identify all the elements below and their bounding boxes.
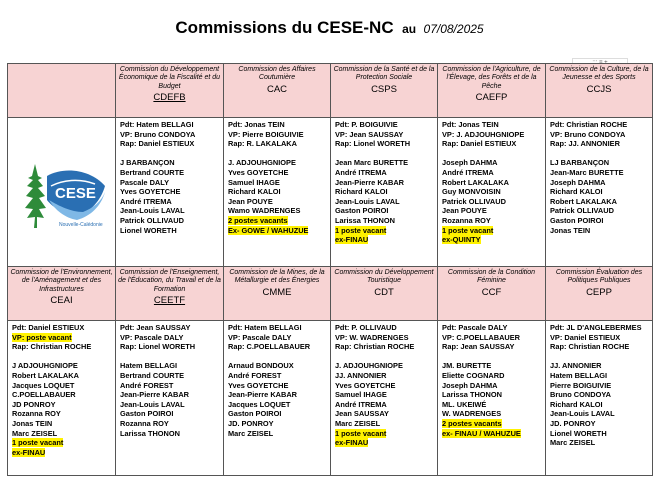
commission-abbreviation: CDEFB bbox=[153, 92, 186, 104]
member-line: Larissa THONON bbox=[442, 390, 502, 400]
officer-line: Rap: Christian ROCHE bbox=[12, 342, 92, 352]
title-date: 07/08/2025 bbox=[423, 22, 484, 36]
member-line: Robert LAKALAKA bbox=[12, 370, 79, 380]
commission-name: Commission des Affaires Coutumière bbox=[238, 66, 316, 82]
member-line: Gaston POIROI bbox=[335, 206, 389, 216]
officer-line: Pdt: P. OLLIVAUD bbox=[335, 323, 397, 332]
commission-header-cac bbox=[224, 64, 331, 118]
member-line: Jonas TEIN bbox=[12, 418, 53, 428]
officer-line: Pdt: Hatem BELLAGI bbox=[228, 323, 302, 332]
member-line: Robert LAKALAKA bbox=[442, 177, 509, 187]
members-cell-cmme bbox=[224, 321, 331, 476]
vacancy-notice: ex-FINAU bbox=[335, 235, 369, 245]
member-line: Richard KALOI bbox=[228, 187, 281, 197]
spacer bbox=[335, 352, 434, 362]
member-line: Jean-Louis LAVAL bbox=[335, 196, 400, 206]
member-line: Bruno CONDOYA bbox=[550, 390, 611, 400]
commission-abbreviation: CDT bbox=[374, 286, 394, 298]
commission-abbreviation: CAC bbox=[266, 83, 288, 95]
commission-abbreviation: CEAI bbox=[50, 295, 73, 307]
vacancy-notice: 1 poste vacant bbox=[335, 225, 387, 235]
member-line: Jean Marc BURETTE bbox=[335, 158, 409, 168]
header-row-1 bbox=[8, 64, 653, 118]
member-line: Guy MONVOISIN bbox=[442, 187, 501, 197]
spacer bbox=[550, 352, 649, 362]
officer-line: VP: Jean SAUSSAY bbox=[335, 129, 404, 139]
spacer bbox=[335, 149, 434, 159]
member-line: Larissa THONON bbox=[120, 428, 180, 438]
spacer bbox=[12, 352, 112, 362]
members-cell-cdefb bbox=[116, 118, 224, 267]
member-line: Arnaud BONDOUX bbox=[228, 361, 294, 371]
commission-name: Commission Évaluation des Politiques Publiques bbox=[555, 269, 643, 285]
vacancy-notice: Ex- GOWE / WAHUZUE bbox=[228, 225, 309, 235]
member-line: Gaston POIROI bbox=[120, 409, 174, 419]
member-line: Richard KALOI bbox=[335, 187, 388, 197]
officer-line: Rap: Daniel ESTIEUX bbox=[120, 139, 195, 149]
member-line: Lionel WORETH bbox=[120, 225, 177, 235]
member-line: Patrick OLLIVAUD bbox=[120, 215, 184, 225]
vacancy-notice-line bbox=[335, 226, 434, 236]
commission-abbreviation: CEPP bbox=[586, 286, 612, 298]
vacancy-notice: 2 postes vacants bbox=[228, 215, 288, 225]
officer-line: Rap: R. LAKALAKA bbox=[228, 139, 297, 149]
commission-header-cmme bbox=[224, 267, 331, 321]
officer-line: Pdt: Christian ROCHE bbox=[550, 120, 628, 129]
vacancy-notice: ex-FINAU bbox=[335, 438, 369, 448]
logo-text: CESE bbox=[55, 185, 96, 202]
member-line: Samuel IHAGE bbox=[335, 390, 387, 400]
spacer bbox=[228, 149, 327, 159]
officer-line: VP: W. WADRENGES bbox=[335, 332, 409, 342]
members-cell-ccjs bbox=[546, 118, 653, 267]
members-cell-ceetf bbox=[116, 321, 224, 476]
vacancy-notice-line bbox=[442, 419, 542, 429]
officer-line: VP: J. ADJOUHGNIOPE bbox=[442, 129, 525, 139]
member-line: Jean SAUSSAY bbox=[335, 409, 389, 419]
commission-name: Commission du Développement Économique de la Fiscalité et du Budget bbox=[118, 66, 221, 90]
officer-line: VP: Bruno CONDOYA bbox=[550, 129, 626, 139]
vacancy-notice-line bbox=[442, 226, 542, 236]
member-line: Yves GOYETCHE bbox=[335, 380, 396, 390]
member-line: Joseph DAHMA bbox=[442, 380, 498, 390]
members-cell-ceai bbox=[8, 321, 116, 476]
member-line: Wamo WADRENGES bbox=[228, 206, 301, 216]
officer-line: VP: Daniel ESTIEUX bbox=[550, 332, 621, 342]
vacancy-notice: ex-QUINTY bbox=[442, 235, 481, 245]
commission-name: Commission de la Santé et de la Protection Sociale bbox=[333, 66, 435, 82]
member-line: Marc ZEISEL bbox=[335, 418, 381, 428]
commission-header-ceai bbox=[8, 267, 116, 321]
commission-header-ccjs bbox=[546, 64, 653, 118]
officer-line: Pdt: Jean SAUSSAY bbox=[120, 323, 191, 332]
commissions-table bbox=[7, 63, 653, 476]
spacer bbox=[442, 352, 542, 362]
vacancy-notice: ex-FINAU bbox=[12, 447, 46, 457]
page-title bbox=[0, 18, 659, 38]
member-line: Marc ZEISEL bbox=[550, 438, 596, 448]
officer-line: VP: Pierre BOIGUIVIE bbox=[228, 129, 304, 139]
officer-line: Pdt: Jonas TEIN bbox=[228, 120, 285, 129]
member-line: ML. UKEIWÉ bbox=[442, 399, 487, 409]
member-line: Jean POUYE bbox=[228, 196, 273, 206]
member-line: Richard KALOI bbox=[550, 399, 603, 409]
commission-abbreviation: CEETF bbox=[153, 295, 186, 307]
member-line: JD. PONROY bbox=[550, 418, 596, 428]
member-line: Jean-Louis LAVAL bbox=[550, 409, 615, 419]
title-au: au bbox=[402, 22, 417, 36]
member-line: André ITREMA bbox=[120, 196, 172, 206]
cese-logo bbox=[21, 156, 109, 232]
member-line: André FOREST bbox=[228, 370, 282, 380]
commission-header-cdt bbox=[331, 267, 438, 321]
member-line: Jonas TEIN bbox=[550, 225, 591, 235]
vacant-officer-notice-line bbox=[12, 333, 112, 343]
commission-header-caefp bbox=[438, 64, 546, 118]
member-line: Marc ZEISEL bbox=[228, 428, 274, 438]
officer-line: Rap: Lionel WORETH bbox=[120, 342, 196, 352]
members-cell-ccf bbox=[438, 321, 546, 476]
officer-line: Rap: JJ. ANNONIER bbox=[550, 139, 620, 149]
officer-line: Rap: Lionel WORETH bbox=[335, 139, 411, 149]
members-cell-cdt bbox=[331, 321, 438, 476]
commission-abbreviation: CCF bbox=[481, 286, 502, 298]
officer-line: VP: Pascale DALY bbox=[120, 332, 184, 342]
member-line: Joseph DAHMA bbox=[550, 177, 606, 187]
commission-header-csps bbox=[331, 64, 438, 118]
commission-abbreviation: CMME bbox=[262, 286, 292, 298]
vacancy-notice-line bbox=[335, 235, 434, 245]
member-line: JM. BURETTE bbox=[442, 361, 492, 371]
officer-line: VP: Bruno CONDOYA bbox=[120, 129, 196, 139]
member-line: Joseph DAHMA bbox=[442, 158, 498, 168]
officer-line: VP: C.POELLABAUER bbox=[442, 332, 521, 342]
vacancy-notice: 1 poste vacant bbox=[335, 428, 387, 438]
vacancy-notice: 2 postes vacants bbox=[442, 418, 502, 428]
vacant-officer-notice: VP: poste vacant bbox=[12, 332, 72, 342]
officer-line: Pdt: P. BOIGUIVIE bbox=[335, 120, 398, 129]
member-line: Samuel IHAGE bbox=[228, 177, 280, 187]
member-line: André FOREST bbox=[120, 380, 174, 390]
commission-header-ceetf bbox=[116, 267, 224, 321]
officer-line: Rap: Jean SAUSSAY bbox=[442, 342, 515, 352]
member-line: Eliette COGNARD bbox=[442, 370, 505, 380]
commission-name: Commission de l'Agriculture, de l'Élevage, des Forêts et de la Pêche bbox=[442, 66, 541, 90]
commission-header-cepp bbox=[546, 267, 653, 321]
vacancy-notice-line bbox=[228, 216, 327, 226]
commission-name: Commission de la Mines, de la Métallurgie et des Énergies bbox=[229, 269, 325, 285]
member-line: JD PONROY bbox=[12, 399, 56, 409]
member-line: Bertrand COURTE bbox=[120, 167, 185, 177]
spacer bbox=[550, 149, 649, 159]
member-line: Jacques LOQUET bbox=[12, 380, 75, 390]
members-row-2 bbox=[8, 321, 653, 476]
member-line: C.POELLABAUER bbox=[12, 390, 76, 400]
spacer bbox=[442, 149, 542, 159]
officer-line: Rap: C.POELLABAUER bbox=[228, 342, 311, 352]
commission-abbreviation: CSPS bbox=[371, 83, 397, 95]
header-row-2 bbox=[8, 267, 653, 321]
members-cell-caefp bbox=[438, 118, 546, 267]
member-line: Rozanna ROY bbox=[120, 418, 169, 428]
vacancy-notice: 1 poste vacant bbox=[12, 438, 64, 448]
spacer bbox=[228, 352, 327, 362]
officer-line: Pdt: Hatem BELLAGI bbox=[120, 120, 194, 129]
commission-name: Commission de la Condition Féminine bbox=[447, 269, 536, 285]
member-line: Jean-Louis LAVAL bbox=[120, 399, 185, 409]
member-line: Pascale DALY bbox=[120, 177, 170, 187]
commission-header-cdefb bbox=[116, 64, 224, 118]
member-line: Bertrand COURTE bbox=[120, 370, 185, 380]
member-line: André ITREMA bbox=[442, 167, 494, 177]
vacancy-notice-line bbox=[442, 235, 542, 245]
vacancy-notice: ex- FINAU / WAHUZUE bbox=[442, 428, 521, 438]
vacancy-notice-line bbox=[228, 226, 327, 236]
vacancy-notice-line bbox=[12, 448, 112, 458]
member-line: Robert LAKALAKA bbox=[550, 196, 617, 206]
member-line: LJ BARBANÇON bbox=[550, 158, 610, 168]
member-line: J. ADJOUHGNIOPE bbox=[228, 158, 296, 168]
member-line: Hatem BELLAGI bbox=[120, 361, 178, 371]
vacancy-notice-line bbox=[12, 438, 112, 448]
member-line: JJ. ANNONIER bbox=[550, 361, 602, 371]
commission-abbreviation: CCJS bbox=[586, 83, 612, 95]
vacancy-notice: 1 poste vacant bbox=[442, 225, 494, 235]
member-line: Patrick OLLIVAUD bbox=[442, 196, 506, 206]
member-line: Larissa THONON bbox=[335, 215, 395, 225]
member-line: Jean-Marc BURETTE bbox=[550, 167, 624, 177]
member-line: JJ. ANNONIER bbox=[335, 370, 387, 380]
vacancy-notice-line bbox=[335, 438, 434, 448]
member-line: André ITREMA bbox=[335, 399, 387, 409]
member-line: Rozanna ROY bbox=[442, 215, 491, 225]
commission-name: Commission de la Culture, de la Jeunesse et des Sports bbox=[549, 66, 649, 82]
member-line: Hatem BELLAGI bbox=[550, 370, 608, 380]
members-cell-cac bbox=[224, 118, 331, 267]
member-line: Gaston POIROI bbox=[550, 215, 604, 225]
commission-name: Commission de l'Environnement, de l'Aménagement et des Infrastructures bbox=[10, 269, 113, 293]
member-line: Jean-Louis LAVAL bbox=[120, 206, 185, 216]
officer-line: Rap: Daniel ESTIEUX bbox=[442, 139, 517, 149]
members-cell-cepp bbox=[546, 321, 653, 476]
member-line: JD. PONROY bbox=[228, 418, 274, 428]
commission-header-ccf bbox=[438, 267, 546, 321]
member-line: Yves GOYETCHE bbox=[120, 187, 181, 197]
commission-name: Commission de l'Enseignement, de l'Éducation, du Travail et de la Formation bbox=[118, 269, 221, 293]
member-line: André ITREMA bbox=[335, 167, 387, 177]
officer-line: VP: Pascale DALY bbox=[228, 332, 292, 342]
member-line: Jean POUYE bbox=[442, 206, 487, 216]
officer-line: Pdt: Jonas TEIN bbox=[442, 120, 499, 129]
logo-header-cell bbox=[8, 64, 116, 118]
member-line: W. WADRENGES bbox=[442, 409, 502, 419]
members-row-1 bbox=[8, 118, 653, 267]
title-main: Commissions du CESE-NC bbox=[175, 18, 394, 37]
spacer bbox=[120, 149, 220, 159]
member-line: Yves GOYETCHE bbox=[228, 380, 289, 390]
member-line: Gaston POIROI bbox=[228, 409, 282, 419]
officer-line: Pdt: JL D'ANGLEBERMES bbox=[550, 323, 642, 332]
member-line: Marc ZEISEL bbox=[12, 428, 58, 438]
member-line: J. ADJOUHGNIOPE bbox=[335, 361, 403, 371]
commission-name: Commission du Développement Touristique bbox=[334, 269, 434, 285]
officer-line: Rap: Christian ROCHE bbox=[335, 342, 415, 352]
member-line: Jean-Pierre KABAR bbox=[335, 177, 405, 187]
member-line: Richard KALOI bbox=[550, 187, 603, 197]
member-line: J ADJOUHGNIOPE bbox=[12, 361, 78, 371]
member-line: Lionel WORETH bbox=[550, 428, 607, 438]
member-line: Rozanna ROY bbox=[12, 409, 61, 419]
spacer bbox=[120, 352, 220, 362]
member-line: Jacques LOQUET bbox=[228, 399, 291, 409]
commission-abbreviation: CAEFP bbox=[475, 92, 508, 104]
member-line: Jean-Pierre KABAR bbox=[120, 390, 190, 400]
member-line: Patrick OLLIVAUD bbox=[550, 206, 614, 216]
vacancy-notice-line bbox=[335, 429, 434, 439]
officer-line: Rap: Christian ROCHE bbox=[550, 342, 630, 352]
member-line: Jean-Pierre KABAR bbox=[228, 390, 298, 400]
member-line: J BARBANÇON bbox=[120, 158, 175, 168]
logo-cell bbox=[8, 118, 116, 267]
member-line: Yves GOYETCHE bbox=[228, 167, 289, 177]
members-cell-csps bbox=[331, 118, 438, 267]
officer-line: Pdt: Daniel ESTIEUX bbox=[12, 323, 85, 332]
logo-subtext: Nouvelle-Calédonie bbox=[59, 222, 103, 228]
vacancy-notice-line bbox=[442, 429, 542, 439]
member-line: Pierre BOIGUIVIE bbox=[550, 380, 612, 390]
officer-line: Pdt: Pascale DALY bbox=[442, 323, 508, 332]
